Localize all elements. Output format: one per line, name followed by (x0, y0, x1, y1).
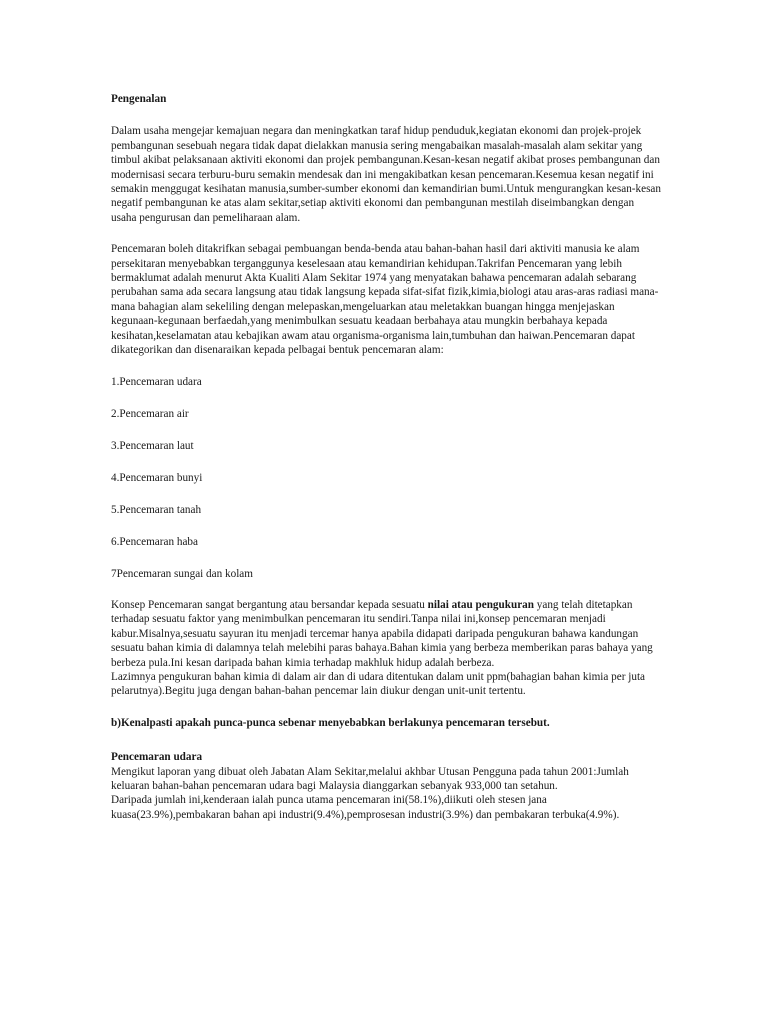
document-page (111, 92, 661, 822)
concept-paragraph (111, 598, 661, 670)
report-paragraph: Mengikut laporan yang dibuat oleh Jabatan Alam Sekitar,melalui akhbar Utusan Pengguna pada tahun 2001:Jumlah keluaran bahan-bahan pencemaran udara bagi Malaysia dianggarkan sebanyak 933,000 tan setahun. (111, 765, 629, 792)
list-item: 3.Pencemaran laut (111, 439, 194, 452)
concept-text-end: yang telah ditetapkan terhadap sesuatu faktor yang menimbulkan pencemaran itu sendiri.Tanpa nilai ini,konsep pencemaran menjadi kabur.Misalnya,sesuatu sayuran itu menjadi tercemar hanya apabila didapati daripada pengukuran bahawa kandungan sesuatu bahan kimia di dalamnya telah melebihi paras bahaya.Bahan kimia yang berbeza memberikan paras bahaya yang berbeza pula.Ini kesan daripada bahan kimia terhadap makhluk hidup adalah berbeza. (111, 598, 653, 669)
section-b-heading: b)Kenalpasti apakah punca-punca sebenar menyebabkan berlakunya pencemaran tersebut. (111, 716, 550, 729)
list-item: 5.Pencemaran tanah (111, 503, 202, 516)
subheading-air-pollution: Pencemaran udara (111, 751, 203, 764)
concept-text-bold: nilai atau pengukuran (427, 598, 534, 611)
sources-paragraph: Daripada jumlah ini,kenderaan ialah punca utama pencemaran ini(58.1%),diikuti oleh stesen jana kuasa(23.9%),pembakaran bahan api industri(9.4%),pemprosesan industri(3.9%) dan pembakaran terbuka(4.9%). (111, 794, 620, 821)
intro-paragraph: Dalam usaha mengejar kemajuan negara dan meningkatkan taraf hidup penduduk,kegiatan ekonomi dan projek-projek pembangunan sesebuah negara tidak dapat dielakkan manusia sering mengabaikan masalah-masalah alam sekitar yang timbul akibat pelaksanaan aktiviti ekonomi dan projek pembangunan.Kesan-kesan negatif akibat proses pembangunan dan modernisasi secara terburu-buru semakin mendesak dan ini mengakibatkan kesan pencemaran.Kesemua kesan negatif ini semakin menggugat kesihatan manusia,sumber-sumber ekonomi dan kemandirian bumi.Untuk mengurangkan kesan-kesan negatif pembangunan ke atas alam sekitar,setiap aktiviti ekonomi dan pembangunan mestilah diseimbangkan dengan usaha pengurusan dan pemeliharaan alam. (111, 125, 661, 224)
list-item: 4.Pencemaran bunyi (111, 471, 203, 484)
definition-paragraph: Pencemaran boleh ditakrifkan sebagai pembuangan benda-benda atau bahan-bahan hasil dari aktiviti manusia ke alam persekitaran menyebabkan terganggunya keselesaan atau kemandirian kehidupan.Takrifan Pencemaran yang lebih bermaklumat adalah menurut Akta Kualiti Alam Sekitar 1974 yang menyatakan bahawa pencemaran adalah sebarang perubahan sama ada secara langsung atau tidak langsung kepada sifat-sifat fizik,kimia,biologi atau aras-aras radiasi mana-mana bahagian alam sekeliling dengan melepaskan,mengeluarkan atau meletakkan buangan hingga menjejaskan kegunaan-kegunaan berfaedah,yang menimbulkan sesuatu keadaan berbahaya atau mungkin berbahaya kepada kesihatan,keselamatan atau kebajikan awam atau organisma-organisma lain,tumbuhan dan haiwan.Pencemaran dapat dikategorikan dan disenaraikan kepada pelbagai bentuk pencemaran alam: (111, 243, 659, 357)
measurement-paragraph: Lazimnya pengukuran bahan kimia di dalam air dan di udara ditentukan dalam unit ppm(bahagian bahan kimia per juta pelarutnya).Begitu juga dengan bahan-bahan pencemar lain diukur dengan unit-unit tertentu. (111, 670, 646, 698)
list-item: 7Pencemaran sungai dan kolam (111, 567, 253, 580)
list-item: 1.Pencemaran udara (111, 375, 202, 388)
list-item: 6.Pencemaran haba (111, 535, 198, 548)
document-title: Pengenalan (111, 93, 167, 105)
pollution-list (111, 375, 661, 581)
concept-text-start: Konsep Pencemaran sangat bergantung atau bersandar kepada sesuatu (111, 598, 428, 611)
list-item: 2.Pencemaran air (111, 407, 189, 420)
